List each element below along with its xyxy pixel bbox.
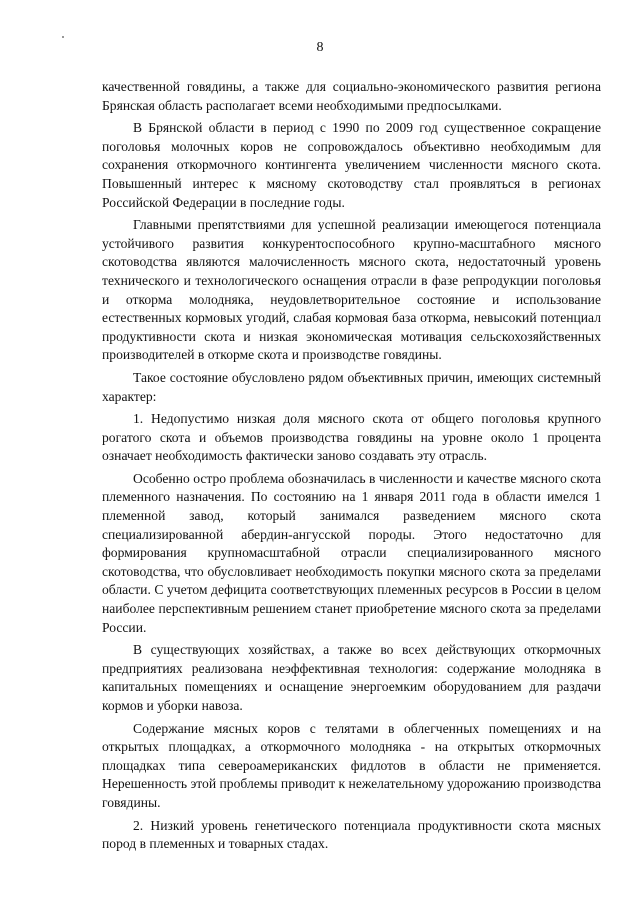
scan-speck [62,36,64,38]
paragraph-systemic-causes: Такое состояние обусловлено рядом объективных причин, имеющих системный характер: [102,369,601,404]
paragraph-point-1: 1. Недопустимо низкая доля мясного скота от общего поголовья крупного рогатого скота и объемов производства говядины на уровне около 1 процента означает необходимость фактически заново создавать эту отрасль. [102,411,601,464]
paragraph-breeding-stock: Особенно остро проблема обозначилась в численности и качестве мясного скота племенного назначения. По состоянию на 1 января 2011 года в области имелся 1 племенной завод, который занимался разведением мясного скота специализированной абердин-ангусской породы. Этого недостаточно для формирования крупномасштабной отрасли специализированного мясного скотоводства, что обусловливает необходимость покупки мясного скота за пределами области. С учетом дефицита соответствующих племенных ресурсов в России в целом наиболее перспективным решением станет приобретение мясного скота за пределами России. [102,470,601,635]
paragraph-point-2: 2. Низкий уровень генетического потенциала продуктивности скота мясных пород в племенных и товарных стадах. [102,817,601,852]
document-body [102,78,601,854]
page-number: 8 [316,40,324,55]
paragraph-continuation: качественной говядины, а также для социально-экономического развития региона Брянская область располагает всеми необходимыми предпосылками. [102,79,601,113]
paragraph-bryansk-herd-decline: В Брянской области в период с 1990 по 2009 год существенное сокращение поголовья молочных коров не сопровождалось объективно необходимым для сохранения откормочного контингента увеличением численности мясного скота. Повышенный интерес к мясному скотоводству стал проявляться в регионах Российской Федерации в последние годы. [102,120,601,210]
paragraph-inefficient-technology: В существующих хозяйствах, а также во всех действующих откормочных предприятиях реализована неэффективная технология: содержание молодняка в капитальных помещениях и оснащение энергоемким оборудованием для раздачи кормов и уборки навоза. [102,642,601,713]
paragraph-main-obstacles: Главными препятствиями для успешной реализации имеющегося потенциала устойчивого развития конкурентоспособного крупно-масштабного мясного скотоводства являются малочисленность мясного скота, недостаточный уровень технического и технологического оснащения отрасли в фазе репродукции поголовья и откорма молодняка, неудовлетворительное состояние и использование естественных кормовых угодий, слабая кормовая база откорма, невысокий потенциал продуктивности скота и низкая экономическая мотивация сельскохозяйственных производителей в откорме скота и производстве говядины. [102,217,601,363]
paragraph-open-feedlots: Содержание мясных коров с телятами в облегченных помещениях и на открытых площадках, а откормочного молодняка - на открытых откормочных площадках типа североамериканских фидлотов в области не применяется. Нерешенность этой проблемы приводит к нежелательному удорожанию производства говядины. [102,720,601,810]
